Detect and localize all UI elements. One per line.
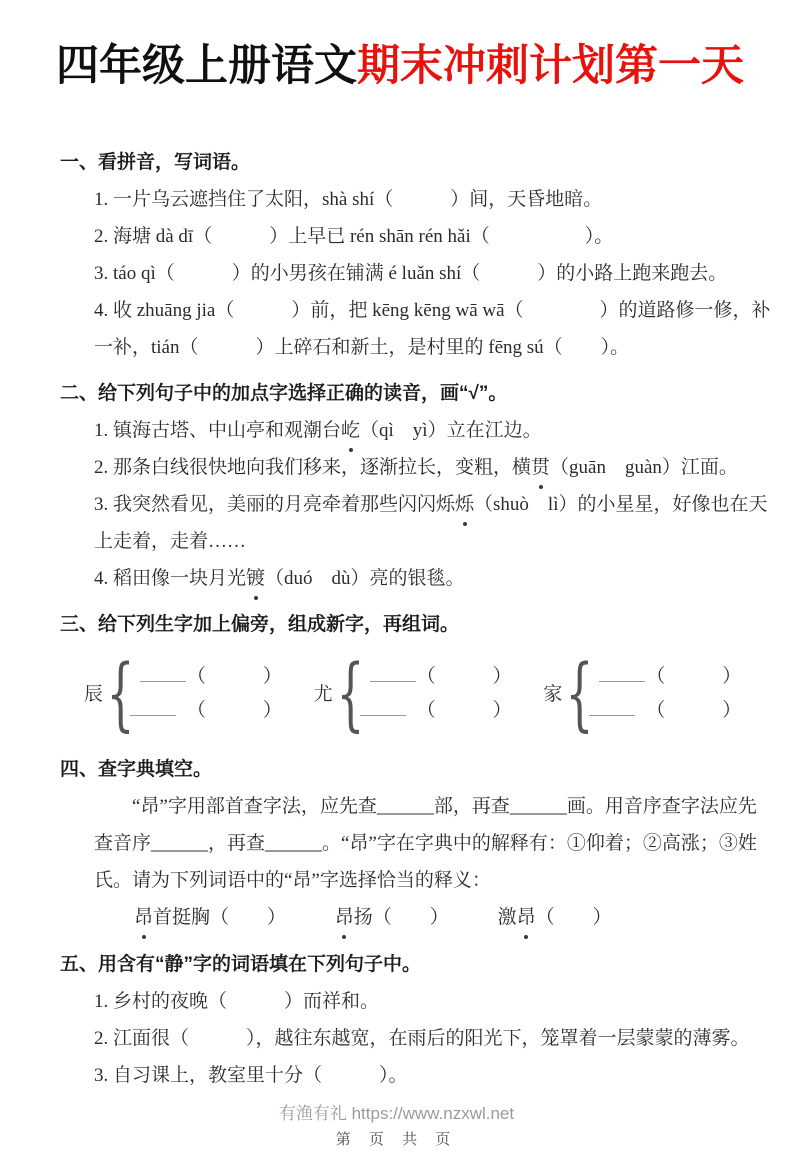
write-line (370, 667, 416, 682)
dotted-character: 昂 (517, 899, 536, 936)
brace-glyph: { (106, 647, 135, 740)
worksheet-page (0, 40, 793, 1148)
s5-item-2: 2. 江面很（ ），越往东越宽，在雨后的阳光下，笼罩着一层蒙蒙的薄雾。 (94, 1028, 750, 1049)
definition-choice-words (134, 899, 773, 936)
write-line (589, 701, 635, 716)
title-grade-part: 四年级上册语文 (56, 42, 357, 90)
page-footer (0, 1102, 793, 1152)
section-dictionary-lookup (60, 751, 773, 936)
answer-slot (599, 699, 741, 723)
radical-group-jia (543, 649, 773, 739)
word-part: 首挺胸（ ） (153, 907, 287, 928)
answer-slots (370, 665, 512, 723)
section-add-radicals (60, 606, 773, 739)
radical-group-chen (84, 649, 314, 739)
sentence-part: （qì yì）立在江边。 (360, 420, 542, 441)
sentence-part: 4. 稻田像一块月光 (94, 568, 247, 589)
dotted-character: 镀 (246, 560, 265, 597)
worksheet-content (60, 144, 773, 1094)
word-paren-blank: （ ） (416, 700, 512, 721)
word-ji-ang (498, 907, 612, 928)
dotted-character: 昂 (335, 899, 354, 936)
word-paren-blank: （ ） (646, 700, 742, 721)
answer-slot (370, 699, 512, 723)
word-paren-blank: （ ） (186, 700, 282, 721)
base-character: 辰 (84, 683, 104, 705)
word-ang-shou-ting-xiong (134, 907, 286, 928)
radical-groups-row (84, 649, 773, 739)
s5-item-3: 3. 自习课上，教室里十分（ ）。 (94, 1065, 408, 1086)
word-paren-blank: （ ） (646, 666, 742, 687)
dotted-character: 昂 (134, 899, 153, 936)
dotted-character: 屹 (341, 412, 360, 449)
section-5-heading: 五、用含有“静”字的词语填在下列句子中。 (60, 954, 422, 975)
s1-item-3: 3. táo qì（ ）的小男孩在铺满 é luǎn shí（ ）的小路上跑来跑去。 (94, 263, 728, 284)
answer-slots (599, 665, 741, 723)
footer-page-number: 第 页 共 页 (335, 1131, 458, 1148)
s1-item-4: 4. 收 zhuāng jia（ ）前，把 kēng kēng wā wā（ ）的道路修一修，补一补，tián（ ）上碎石和新土，是村里的 fēng sú（ ）。 (94, 300, 771, 358)
base-character: 尤 (313, 683, 333, 705)
answer-slot (140, 665, 282, 689)
dotted-character: 贯 (531, 449, 550, 486)
footer-brand-url: 有渔有礼 https://www.nzxwl.net (278, 1104, 515, 1123)
s2-item-1 (94, 412, 773, 449)
brace-glyph: { (565, 647, 594, 740)
page-title (56, 40, 773, 92)
s1-item-1: 1. 一片乌云遮挡住了太阳，shà shí（ ）间，天昏地暗。 (94, 189, 603, 210)
word-paren-blank: （ ） (416, 666, 512, 687)
s2-item-2 (94, 449, 773, 486)
s1-item-2: 2. 海塘 dà dī（ ）上早已 rén shān rén hǎi（ ）。 (94, 226, 614, 247)
dictionary-paragraph: “昂”字用部首查字法，应先查______部，再查______画。用音序查字法应先查音序______，再查______。“昂”字在字典中的解释有：①仰着；②高涨；③姓氏。请为下列词语中的“昂”字选择恰当的释义： (94, 796, 757, 891)
write-line (360, 701, 406, 716)
s5-item-1: 1. 乡村的夜晚（ ）而祥和。 (94, 991, 380, 1012)
section-choose-pronunciation (60, 375, 773, 597)
section-1-heading: 一、看拼音，写词语。 (60, 152, 251, 173)
word-part: 扬（ ） (353, 907, 449, 928)
word-part: 激 (497, 907, 517, 928)
s2-item-3 (94, 486, 773, 560)
sentence-part: （shuò lì）的小星星，好像也在天上走着，走着…… (94, 494, 768, 552)
section-pinyin-words (60, 144, 773, 366)
word-part: （ ） (535, 907, 612, 928)
section-3-heading: 三、给下列生字加上偏旁，组成新字，再组词。 (60, 614, 460, 635)
answer-slot (599, 665, 741, 689)
sentence-part: 2. 那条白线很快地向我们移来，逐渐拉长，变粗，横 (94, 457, 532, 478)
answer-slots (140, 665, 282, 723)
section-4-heading: 四、查字典填空。 (60, 759, 213, 780)
dotted-character: 烁 (455, 486, 474, 523)
write-line (140, 667, 186, 682)
word-ang-yang (335, 907, 449, 928)
sentence-part: （duó dù）亮的银毯。 (265, 568, 465, 589)
sentence-part: 1. 镇海古塔、中山亭和观潮台 (94, 420, 342, 441)
answer-slot (140, 699, 282, 723)
sentence-part: 3. 我突然看见，美丽的月亮牵着那些闪闪烁 (94, 494, 456, 515)
word-paren-blank: （ ） (186, 666, 282, 687)
write-line (599, 667, 645, 682)
write-line (130, 701, 176, 716)
section-2-heading: 二、给下列句子中的加点字选择正确的读音，画“√”。 (60, 383, 508, 404)
brace-glyph: { (336, 647, 365, 740)
title-plan-part: 期末冲刺计划第一天 (357, 42, 744, 90)
answer-slot (370, 665, 512, 689)
section-jing-words (60, 946, 773, 1094)
base-character: 家 (543, 683, 563, 705)
radical-group-you (314, 649, 544, 739)
sentence-part: （guān guàn）江面。 (550, 457, 738, 478)
s2-item-4 (94, 560, 773, 597)
